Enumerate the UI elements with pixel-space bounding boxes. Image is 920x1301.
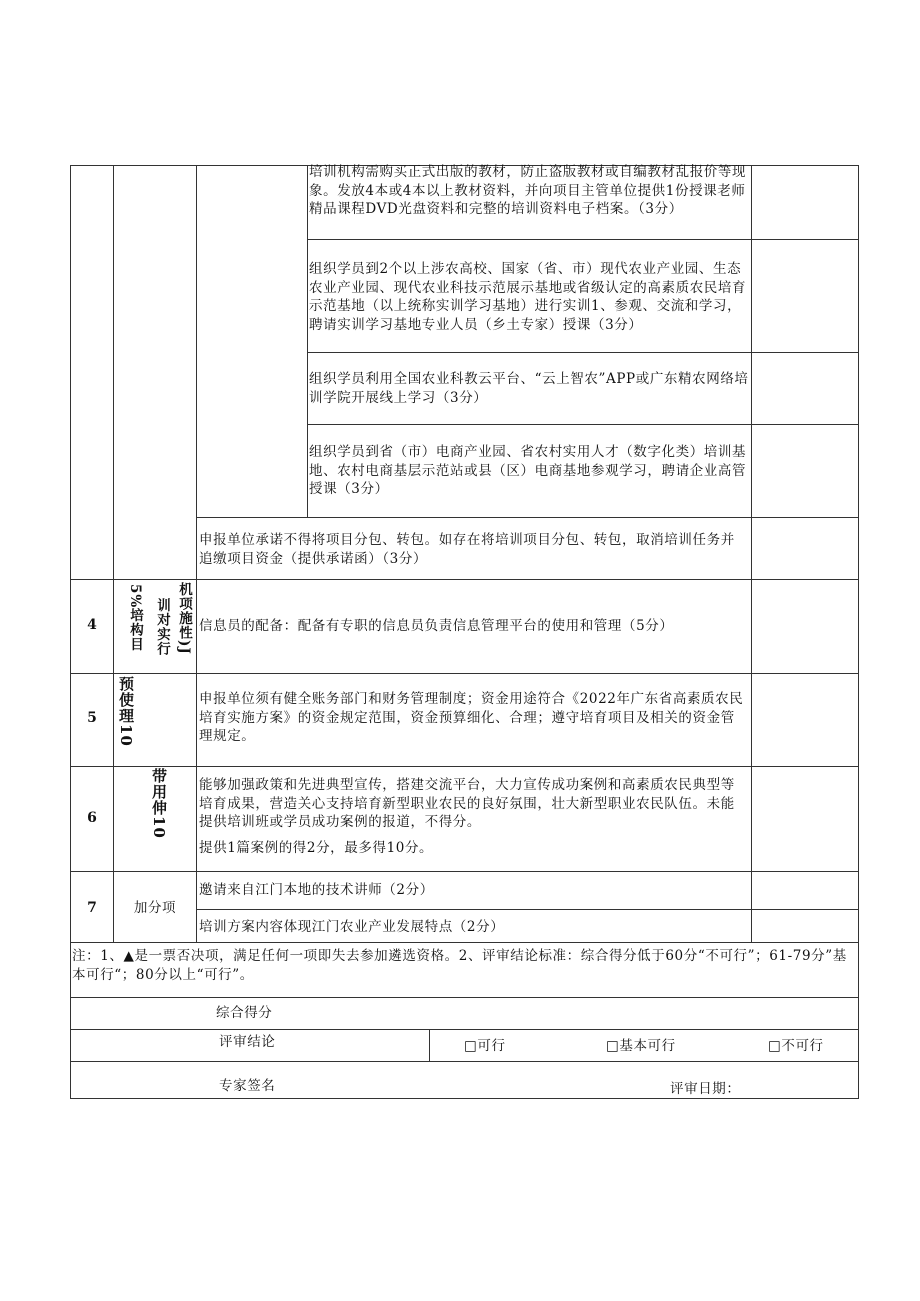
rule xyxy=(70,1098,859,1099)
option-basically-feasible[interactable]: □基本可行 xyxy=(606,1038,676,1054)
rule xyxy=(196,909,859,910)
rule xyxy=(70,1029,859,1030)
rule xyxy=(70,766,859,767)
criterion-label: 预使理10 xyxy=(117,676,135,747)
total-score-label: 综合得分 xyxy=(216,1005,273,1021)
rule xyxy=(113,165,114,943)
option-not-feasible[interactable]: □不可行 xyxy=(768,1038,824,1054)
criterion-label: 机项施性)J xyxy=(176,582,192,655)
rule xyxy=(70,871,859,872)
rule xyxy=(307,424,859,425)
rule xyxy=(196,165,197,943)
row-number: 4 xyxy=(87,617,97,633)
criterion-text: 申报单位须有健全账务部门和财务管理制度；资金用途符合《2022年广东省高素质农民培育实施方案》的资金规定范围，资金预算细化、合理；遵守培育项目及相关的资金管理规定。 xyxy=(199,691,744,744)
rule xyxy=(196,517,859,518)
criterion-text: 组织学员利用全国农业科教云平台、“云上智农”APP或广东精农网络培训学院开展线上学习（3分） xyxy=(309,371,749,406)
criterion-text-extra: 提供1篇案例的得2分，最多得10分。 xyxy=(199,840,434,856)
conclusion-label: 评审结论 xyxy=(219,1034,276,1050)
rule xyxy=(70,942,859,943)
rule xyxy=(70,1061,859,1062)
rule xyxy=(70,579,859,580)
rule xyxy=(429,1029,430,1061)
criterion-label: 加分项 xyxy=(133,900,177,916)
rule xyxy=(70,673,859,674)
row-number: 7 xyxy=(87,900,97,916)
rule xyxy=(751,165,752,943)
footnote: 注：1、▲是一票否决项，满足任何一项即失去参加遴选资格。2、评审结论标准：综合得分低于60分“不可行”；61-79分”基本可行“；80分以上“可行”。 xyxy=(72,948,847,983)
bonus-item: 邀请来自江门本地的技术讲师（2分） xyxy=(199,882,434,898)
criterion-text: 信息员的配备：配备有专职的信息员负责信息管理平台的使用和管理（5分） xyxy=(199,618,674,634)
signature-label: 专家签名 xyxy=(219,1078,276,1094)
criterion-label: 带用伸10 xyxy=(150,768,168,839)
criterion-text: 组织学员到2个以上涉农高校、国家（省、市）现代农业产业园、生态农业产业园、现代农业科技示范展示基地或省级认定的高素质农民培育示范基地（以上统称实训学习基地）进行实训1、参观、交流和学习，聘请实训学习基地专业人员（乡土专家）授课（3分） xyxy=(309,261,747,333)
rule xyxy=(307,352,859,353)
rule xyxy=(70,997,859,998)
criterion-label: 训对实行 xyxy=(154,598,170,656)
option-feasible[interactable]: □可行 xyxy=(464,1038,506,1054)
bonus-item: 培训方案内容体现江门农业产业发展特点（2分） xyxy=(199,919,505,935)
criterion-label: 5%培构目 xyxy=(127,584,143,652)
criterion-text: 能够加强政策和先进典型宣传，搭建交流平台，大力宣传成功案例和高素质农民典型等培育成果，营造关心支持培育新型职业农民的良好氛围，壮大新型职业农民队伍。未能提供培训班或学员成功案例的报道，不得分。 xyxy=(199,777,735,830)
rule xyxy=(307,239,859,240)
rule xyxy=(858,165,859,1099)
review-date-label: 评审日期： xyxy=(670,1081,741,1097)
criterion-text: 培训机构需购买正式出版的教材，防止盗版教材或自编教材乱报价等现象。发放4本或4本以上教材资料，并向项目主管单位提供1份授课老师精品课程DVD光盘资料和完整的培训资料电子档案。（3分） xyxy=(309,164,747,217)
criterion-text: 申报单位承诺不得将项目分包、转包。如存在将培训项目分包、转包，取消培训任务并追缴项目资金（提供承诺函）（3分） xyxy=(199,532,735,567)
row-number: 5 xyxy=(87,710,97,726)
row-number: 6 xyxy=(87,810,97,826)
criterion-text: 组织学员到省（市）电商产业园、省农村实用人才（数字化类）培训基地、农村电商基层示范站或县（区）电商基地参观学习，聘请企业高管授课（3分） xyxy=(309,444,747,497)
rule xyxy=(307,165,308,517)
rule xyxy=(70,165,71,1099)
